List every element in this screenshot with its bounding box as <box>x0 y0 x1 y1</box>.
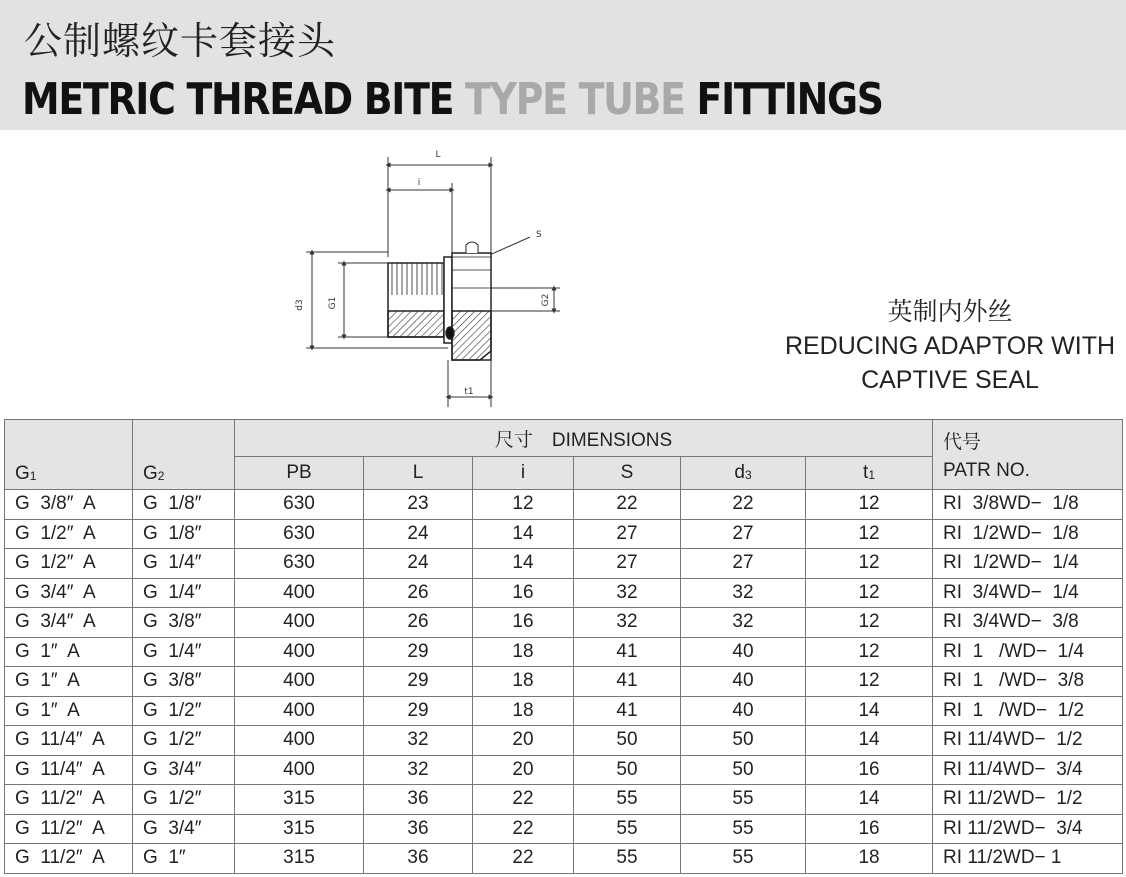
cell-l: 32 <box>364 755 473 785</box>
cell-pb: 315 <box>235 814 364 844</box>
cell-i: 14 <box>473 549 574 579</box>
cell-g2: G 1/4″ <box>133 637 235 667</box>
header-pb: PB <box>235 457 364 490</box>
title-part-fittings: FITTINGS <box>696 74 883 125</box>
cell-d3: 32 <box>681 578 806 608</box>
label-t1: t1 <box>464 387 474 397</box>
cell-part-no: RI 1/2WD− 1/4 <box>933 549 1123 579</box>
product-name-english-line2: CAPTIVE SEAL <box>861 366 1039 394</box>
cell-l: 32 <box>364 726 473 756</box>
table-row <box>5 667 1123 697</box>
dimensions-table-body <box>5 490 1123 874</box>
cell-part-no: RI 1 /WD− 1/2 <box>933 696 1123 726</box>
cell-t1: 12 <box>806 667 933 697</box>
cell-i: 16 <box>473 608 574 638</box>
cell-d3: 50 <box>681 755 806 785</box>
cell-part-no: RI 11/2WD− 1 <box>933 844 1123 874</box>
table-row <box>5 785 1123 815</box>
header-l: L <box>364 457 473 490</box>
cell-s: 41 <box>574 637 681 667</box>
cell-part-no: RI 11/4WD− 3/4 <box>933 755 1123 785</box>
cell-l: 29 <box>364 637 473 667</box>
table-row <box>5 490 1123 520</box>
title-part-metric-thread-bite: METRIC THREAD BITE <box>22 74 466 125</box>
cell-g1: G 3/4″ A <box>5 578 133 608</box>
cell-d3: 32 <box>681 608 806 638</box>
fitting-technical-drawing <box>280 145 580 415</box>
cell-t1: 14 <box>806 696 933 726</box>
table-row <box>5 814 1123 844</box>
cell-d3: 55 <box>681 844 806 874</box>
cell-g1: G 3/8″ A <box>5 490 133 520</box>
cell-part-no: RI 11/2WD− 3/4 <box>933 814 1123 844</box>
cell-l: 36 <box>364 814 473 844</box>
cell-t1: 16 <box>806 755 933 785</box>
header-t1 <box>806 457 933 490</box>
cell-d3: 55 <box>681 785 806 815</box>
cell-s: 50 <box>574 726 681 756</box>
header-g1 <box>5 420 133 490</box>
header-dimensions-group: 尺寸 DIMENSIONS <box>235 420 933 457</box>
cell-s: 22 <box>574 490 681 520</box>
cell-g2: G 3/4″ <box>133 814 235 844</box>
label-G1: G1 <box>328 296 338 310</box>
cell-g2: G 1/2″ <box>133 785 235 815</box>
product-name-block <box>760 295 1126 397</box>
table-row <box>5 578 1123 608</box>
header-d3-subscript: 3 <box>744 468 752 482</box>
cell-s: 55 <box>574 785 681 815</box>
table-row <box>5 519 1123 549</box>
cell-i: 16 <box>473 578 574 608</box>
header-g1-subscript: 1 <box>29 469 37 483</box>
cell-pb: 400 <box>235 608 364 638</box>
table-row <box>5 608 1123 638</box>
cell-part-no: RI 1 /WD− 1/4 <box>933 637 1123 667</box>
cell-g2: G 1/4″ <box>133 549 235 579</box>
cell-pb: 315 <box>235 785 364 815</box>
cell-g2: G 1/8″ <box>133 519 235 549</box>
cell-l: 26 <box>364 578 473 608</box>
cell-s: 41 <box>574 667 681 697</box>
cell-pb: 315 <box>235 844 364 874</box>
cell-pb: 400 <box>235 726 364 756</box>
product-name-chinese: 英制内外丝 <box>887 298 1013 326</box>
table-row <box>5 755 1123 785</box>
cell-part-no: RI 3/4WD− 3/8 <box>933 608 1123 638</box>
header-part-number-en: PATR NO. <box>943 459 1030 481</box>
header-d3-letter: d <box>734 462 745 483</box>
cell-i: 14 <box>473 519 574 549</box>
header-part-number-cn: 代号 <box>943 431 982 453</box>
cell-g1: G 1/2″ A <box>5 519 133 549</box>
title-banner <box>0 0 1126 130</box>
cell-t1: 18 <box>806 844 933 874</box>
cell-d3: 40 <box>681 667 806 697</box>
header-g1-letter: G <box>15 463 30 484</box>
cell-part-no: RI 1 /WD− 3/8 <box>933 667 1123 697</box>
label-L: L <box>435 150 441 160</box>
header-t1-subscript: 1 <box>868 468 875 482</box>
cell-d3: 22 <box>681 490 806 520</box>
page-title-english <box>22 74 883 125</box>
header-g2 <box>133 420 235 490</box>
cell-g1: G 1/2″ A <box>5 549 133 579</box>
cell-d3: 50 <box>681 726 806 756</box>
cell-part-no: RI 3/4WD− 1/4 <box>933 578 1123 608</box>
cell-l: 36 <box>364 785 473 815</box>
cell-t1: 12 <box>806 490 933 520</box>
cell-l: 24 <box>364 519 473 549</box>
cell-pb: 400 <box>235 696 364 726</box>
cell-g1: G 11/2″ A <box>5 785 133 815</box>
cell-s: 50 <box>574 755 681 785</box>
cell-d3: 27 <box>681 519 806 549</box>
cell-g1: G 1″ A <box>5 637 133 667</box>
cell-l: 29 <box>364 667 473 697</box>
header-s: S <box>574 457 681 490</box>
cell-g2: G 3/8″ <box>133 667 235 697</box>
cell-t1: 12 <box>806 608 933 638</box>
header-g2-subscript: 2 <box>157 469 165 483</box>
cell-part-no: RI 11/2WD− 1/2 <box>933 785 1123 815</box>
table-row <box>5 637 1123 667</box>
cell-g1: G 11/2″ A <box>5 844 133 874</box>
cell-g1: G 1″ A <box>5 667 133 697</box>
cell-g2: G 1/2″ <box>133 696 235 726</box>
cell-g2: G 3/4″ <box>133 755 235 785</box>
cell-t1: 12 <box>806 549 933 579</box>
cell-i: 20 <box>473 755 574 785</box>
cell-i: 18 <box>473 696 574 726</box>
cell-l: 26 <box>364 608 473 638</box>
cell-g2: G 1/4″ <box>133 578 235 608</box>
cell-g1: G 11/4″ A <box>5 755 133 785</box>
cell-s: 41 <box>574 696 681 726</box>
product-name-english-line1: REDUCING ADAPTOR WITH <box>784 332 1116 360</box>
page-title-chinese: 公制螺纹卡套接头 <box>24 19 337 63</box>
cell-pb: 630 <box>235 519 364 549</box>
cell-s: 32 <box>574 608 681 638</box>
label-i: i <box>417 178 421 188</box>
cell-pb: 400 <box>235 578 364 608</box>
cell-s: 27 <box>574 519 681 549</box>
cell-pb: 400 <box>235 755 364 785</box>
cell-pb: 630 <box>235 549 364 579</box>
table-row <box>5 844 1123 874</box>
cell-g2: G 1/2″ <box>133 726 235 756</box>
cell-part-no: RI 3/8WD− 1/8 <box>933 490 1123 520</box>
label-G2: G2 <box>541 293 551 307</box>
cell-part-no: RI 11/4WD− 1/2 <box>933 726 1123 756</box>
cell-t1: 14 <box>806 726 933 756</box>
label-d3: d3 <box>295 299 305 311</box>
dimensions-table <box>4 419 1123 874</box>
cell-l: 36 <box>364 844 473 874</box>
cell-d3: 55 <box>681 814 806 844</box>
header-g2-letter: G <box>143 463 158 484</box>
cell-g2: G 3/8″ <box>133 608 235 638</box>
cell-g2: G 1″ <box>133 844 235 874</box>
cell-s: 55 <box>574 814 681 844</box>
label-S: S <box>536 230 542 240</box>
cell-l: 23 <box>364 490 473 520</box>
cell-d3: 27 <box>681 549 806 579</box>
cell-pb: 400 <box>235 637 364 667</box>
cell-t1: 16 <box>806 814 933 844</box>
cell-g1: G 11/4″ A <box>5 726 133 756</box>
cell-i: 18 <box>473 637 574 667</box>
cell-g1: G 1″ A <box>5 696 133 726</box>
cell-t1: 12 <box>806 578 933 608</box>
cell-s: 55 <box>574 844 681 874</box>
cell-i: 22 <box>473 814 574 844</box>
cell-s: 32 <box>574 578 681 608</box>
cell-i: 18 <box>473 667 574 697</box>
table-row <box>5 549 1123 579</box>
cell-t1: 12 <box>806 519 933 549</box>
header-i: i <box>473 457 574 490</box>
cell-l: 29 <box>364 696 473 726</box>
cell-t1: 12 <box>806 637 933 667</box>
cell-d3: 40 <box>681 696 806 726</box>
table-row <box>5 726 1123 756</box>
cell-i: 22 <box>473 844 574 874</box>
cell-s: 27 <box>574 549 681 579</box>
cell-pb: 400 <box>235 667 364 697</box>
cell-d3: 40 <box>681 637 806 667</box>
cell-g1: G 3/4″ A <box>5 608 133 638</box>
title-part-type-tube: TYPE TUBE <box>465 74 697 125</box>
cell-g2: G 1/8″ <box>133 490 235 520</box>
cell-l: 24 <box>364 549 473 579</box>
header-part-number <box>933 420 1123 490</box>
cell-i: 22 <box>473 785 574 815</box>
cell-g1: G 11/2″ A <box>5 814 133 844</box>
header-d3 <box>681 457 806 490</box>
cell-i: 12 <box>473 490 574 520</box>
cell-pb: 630 <box>235 490 364 520</box>
cell-part-no: RI 1/2WD− 1/8 <box>933 519 1123 549</box>
cell-i: 20 <box>473 726 574 756</box>
cell-t1: 14 <box>806 785 933 815</box>
table-row <box>5 696 1123 726</box>
header-t1-letter: t <box>863 462 869 483</box>
